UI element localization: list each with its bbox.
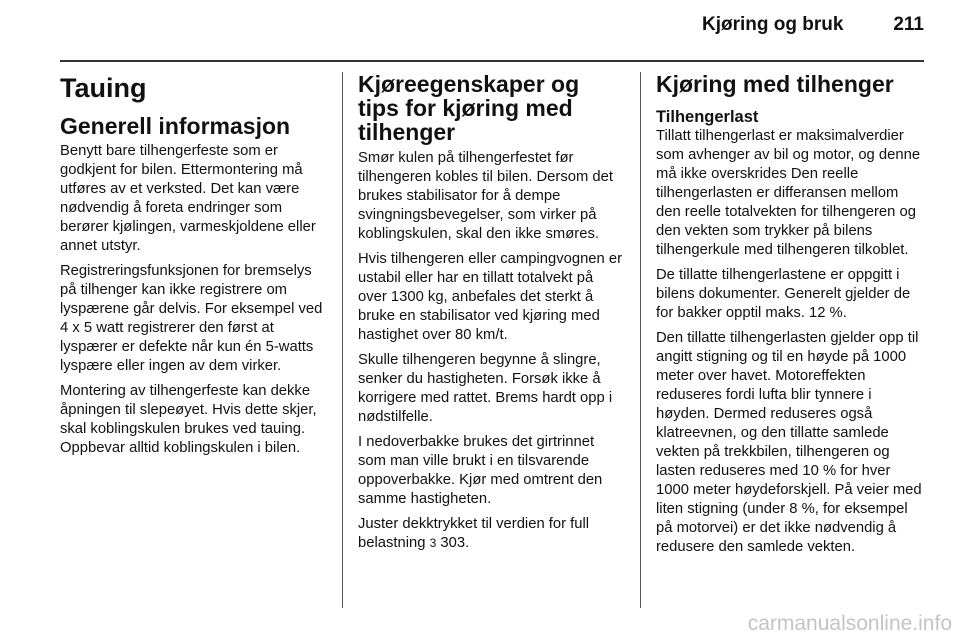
paragraph: Smør kulen på tilhengerfestet før tilhengeren kobles til bilen. Dersom det brukes stabilisator for å dempe svingningsbevegelser, som virker på koblingskulen, skal den ikke smøres. [358, 150, 613, 242]
subtitle-trailer-load: Tilhengerlast [656, 108, 759, 126]
paragraph-tyre-pressure [358, 515, 624, 553]
running-header: Kjøring og bruk [702, 14, 844, 35]
paragraph: Hvis tilhengeren eller campingvognen er ustabil eller har en tillatt totalvekt på over 1300 kg, anbefales det sterkt å bruke en stabilisator ved kjøring med hastighet over 80 km/t. [358, 251, 623, 343]
column-towing [60, 72, 328, 464]
column-divider [640, 72, 641, 608]
column-driving-tips [358, 72, 624, 559]
watermark: carmanualsonline.info [747, 612, 952, 635]
paragraph: Skulle tilhengeren begynne å slingre, senker du hastigheten. Forsøk ikke å korrigere med rattet. Brems hardt opp i nødstilfelle. [358, 352, 613, 425]
page-reference[interactable]: 303. [440, 535, 470, 551]
header-divider [60, 60, 924, 62]
paragraph: Montering av tilhengerfeste kan dekke åpningen til slepeøyet. Hvis dette skjer, skal koblingskulen brukes ved tauing. Oppbevar alltid koblingskulen i bilen. [60, 383, 317, 456]
column-trailer [656, 72, 924, 563]
paragraph: Registreringsfunksjonen for bremselys på tilhenger kan ikke registrere om lyspærene går delvis. For eksempel ved 4 x 5 watt registrerer den først at lyspærer er defekte når kun én 5-watts lyspære eller ingen av dem virker. [60, 263, 323, 374]
page-reference-arrow-icon: 3 [429, 536, 437, 550]
paragraph: Tillatt tilhengerlast er maksimalverdier som avhenger av bil og motor, og denne må ikke overskrides Den reelle tilhengerlasten er differansen mellom den reelle totalvekten for tilhengeren og den vekten som trykker på bilens tilhengerkule med tilhengeren tilkoblet. [656, 128, 921, 258]
paragraph-text: Juster dekktrykket til verdien for full belastning [358, 516, 590, 551]
page-number: 211 [893, 14, 924, 35]
paragraph: Benytt bare tilhengerfeste som er godkjent for bilen. Ettermontering må utføres av et verksted. Det kan være nødvendig å foreta endringer som berører kjølingen, varmeskjoldene eller annet utstyr. [60, 143, 316, 254]
paragraph: I nedoverbakke brukes det girtrinnet som man ville brukt i en tilsvarende oppoverbakke. Kjør med omtrent den samme hastigheten. [358, 434, 603, 507]
section-title-towing: Tauing [60, 73, 147, 103]
paragraph: Den tillatte tilhengerlasten gjelder opp til angitt stigning og til en høyde på 1000 meter over havet. Motoreffekten reduseres fordi lufta blir tynnere i høyden. Dermed reduseres også klatreevnen, og den tillatte samlede vekten på trekkbilen, tilhengeren og lasten reduseres med 10 % for hver 1000 meter høydeforskjell. På veier med liten stigning (under 8 %, for eksempel på motorvei) er det ikke nødvendig å redusere den samlede vekten. [656, 330, 922, 555]
section-title-driving-tips: Kjøreegenskaper og tips for kjøring med tilhenger [358, 71, 580, 145]
section-title-trailer: Kjøring med tilhenger [656, 71, 894, 97]
subtitle-general-info: Generell informasjon [60, 113, 291, 139]
paragraph: De tillatte tilhengerlastene er oppgitt i bilens dokumenter. Generelt gjelder de for bakker opptil maks. 12 %. [656, 267, 911, 321]
column-divider [342, 72, 343, 608]
